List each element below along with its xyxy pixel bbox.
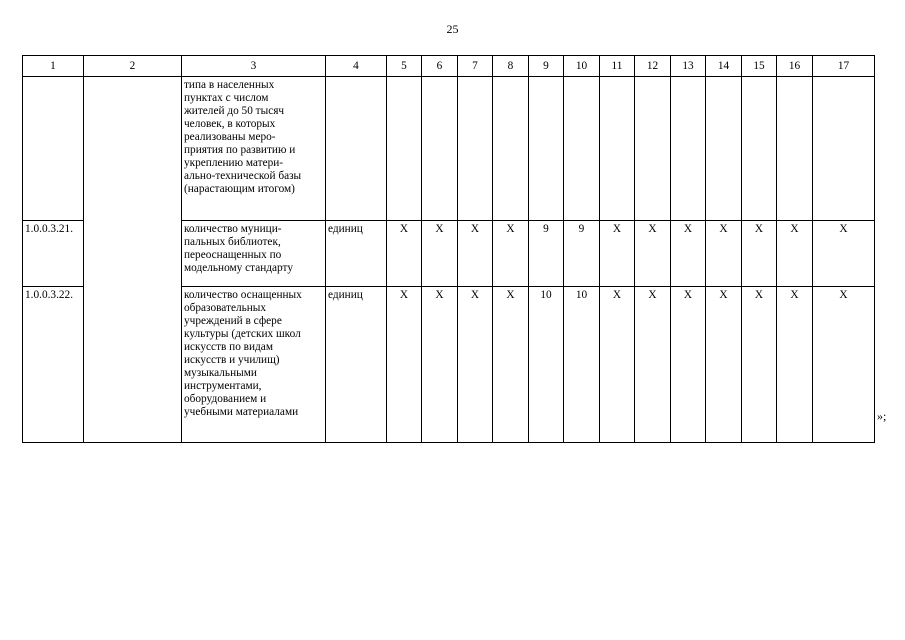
description-line: музыкальными [184,367,257,379]
value-cell: Х [777,287,813,443]
value-cell: Х [813,287,875,443]
header-cell: 3 [182,56,326,77]
value-cell [387,77,422,221]
value-cell: Х [635,287,671,443]
description-line: количество муници- [184,223,282,235]
description-cell [182,287,326,443]
value-cell: 10 [564,287,600,443]
value-cell: Х [742,221,777,287]
header-cell: 16 [777,56,813,77]
description-line: искусств по видам [184,341,273,353]
closing-quote-mark: »; [877,409,887,423]
header-cell: 8 [493,56,529,77]
header-cell: 1 [23,56,84,77]
description-line: искусств и училищ) [184,354,280,366]
value-cell [777,77,813,221]
header-cell: 4 [326,56,387,77]
value-cell [458,77,493,221]
description-line: пунктах с числом [184,92,269,104]
value-cell: Х [706,221,742,287]
description-line: оборудованием и [184,393,267,405]
merged-column-2-cell [84,77,182,443]
description-line: ально-технической базы [184,170,302,182]
value-cell: Х [600,221,635,287]
value-cell: Х [458,287,493,443]
value-cell [706,77,742,221]
header-cell: 7 [458,56,493,77]
table-row-continued [23,77,875,221]
value-cell: 9 [564,221,600,287]
description-line: культуры (детских школ [184,328,301,340]
header-cell: 11 [600,56,635,77]
value-cell [813,77,875,221]
description-line: пальных библиотек, [184,236,281,248]
value-cell [635,77,671,221]
value-cell: Х [706,287,742,443]
description-line: переоснащенных по [184,249,282,261]
value-cell [600,77,635,221]
value-cell: Х [387,221,422,287]
description-line: учреждений в сфере [184,315,282,327]
header-cell: 2 [84,56,182,77]
value-cell: Х [742,287,777,443]
value-cell: 10 [529,287,564,443]
code-cell: 1.0.0.3.21. [23,221,84,287]
value-cell [671,77,706,221]
description-line: приятия по развитию и [184,144,296,156]
value-cell [493,77,529,221]
indicators-table [22,55,875,443]
header-cell: 5 [387,56,422,77]
value-cell: 9 [529,221,564,287]
description-line: жителей до 50 тысяч [184,105,285,117]
value-cell: Х [635,221,671,287]
value-cell: Х [813,221,875,287]
value-cell: Х [671,221,706,287]
value-cell: Х [458,221,493,287]
value-cell: Х [671,287,706,443]
header-cell: 12 [635,56,671,77]
description-line: количество оснащенных [184,289,302,301]
description-line: реализованы меро- [184,131,276,143]
value-cell: Х [422,287,458,443]
header-cell: 9 [529,56,564,77]
value-cell: Х [422,221,458,287]
value-cell [564,77,600,221]
value-cell [422,77,458,221]
description-line: модельному стандарту [184,262,293,274]
header-cell: 15 [742,56,777,77]
description-cell [182,77,326,221]
description-line: типа в населенных [184,79,275,91]
unit-cell: единиц [326,221,387,287]
value-cell: Х [777,221,813,287]
unit-cell: единиц [326,287,387,443]
description-line: образовательных [184,302,267,314]
description-line: укреплению матери- [184,157,284,169]
unit-cell [326,77,387,221]
value-cell: Х [493,221,529,287]
header-cell: 6 [422,56,458,77]
description-line: учебными материалами [184,406,299,418]
description-cell [182,221,326,287]
code-cell: 1.0.0.3.22. [23,287,84,443]
code-cell [23,77,84,221]
header-cell: 17 [813,56,875,77]
header-cell: 13 [671,56,706,77]
header-cell: 14 [706,56,742,77]
description-line: инструментами, [184,380,262,392]
value-cell: Х [493,287,529,443]
description-line: (нарастающим итогом) [184,183,295,195]
value-cell: Х [387,287,422,443]
header-cell: 10 [564,56,600,77]
table-header-row [23,56,875,77]
value-cell: Х [600,287,635,443]
page-number: 25 [446,22,459,36]
value-cell [529,77,564,221]
value-cell [742,77,777,221]
description-line: человек, в которых [184,118,276,130]
